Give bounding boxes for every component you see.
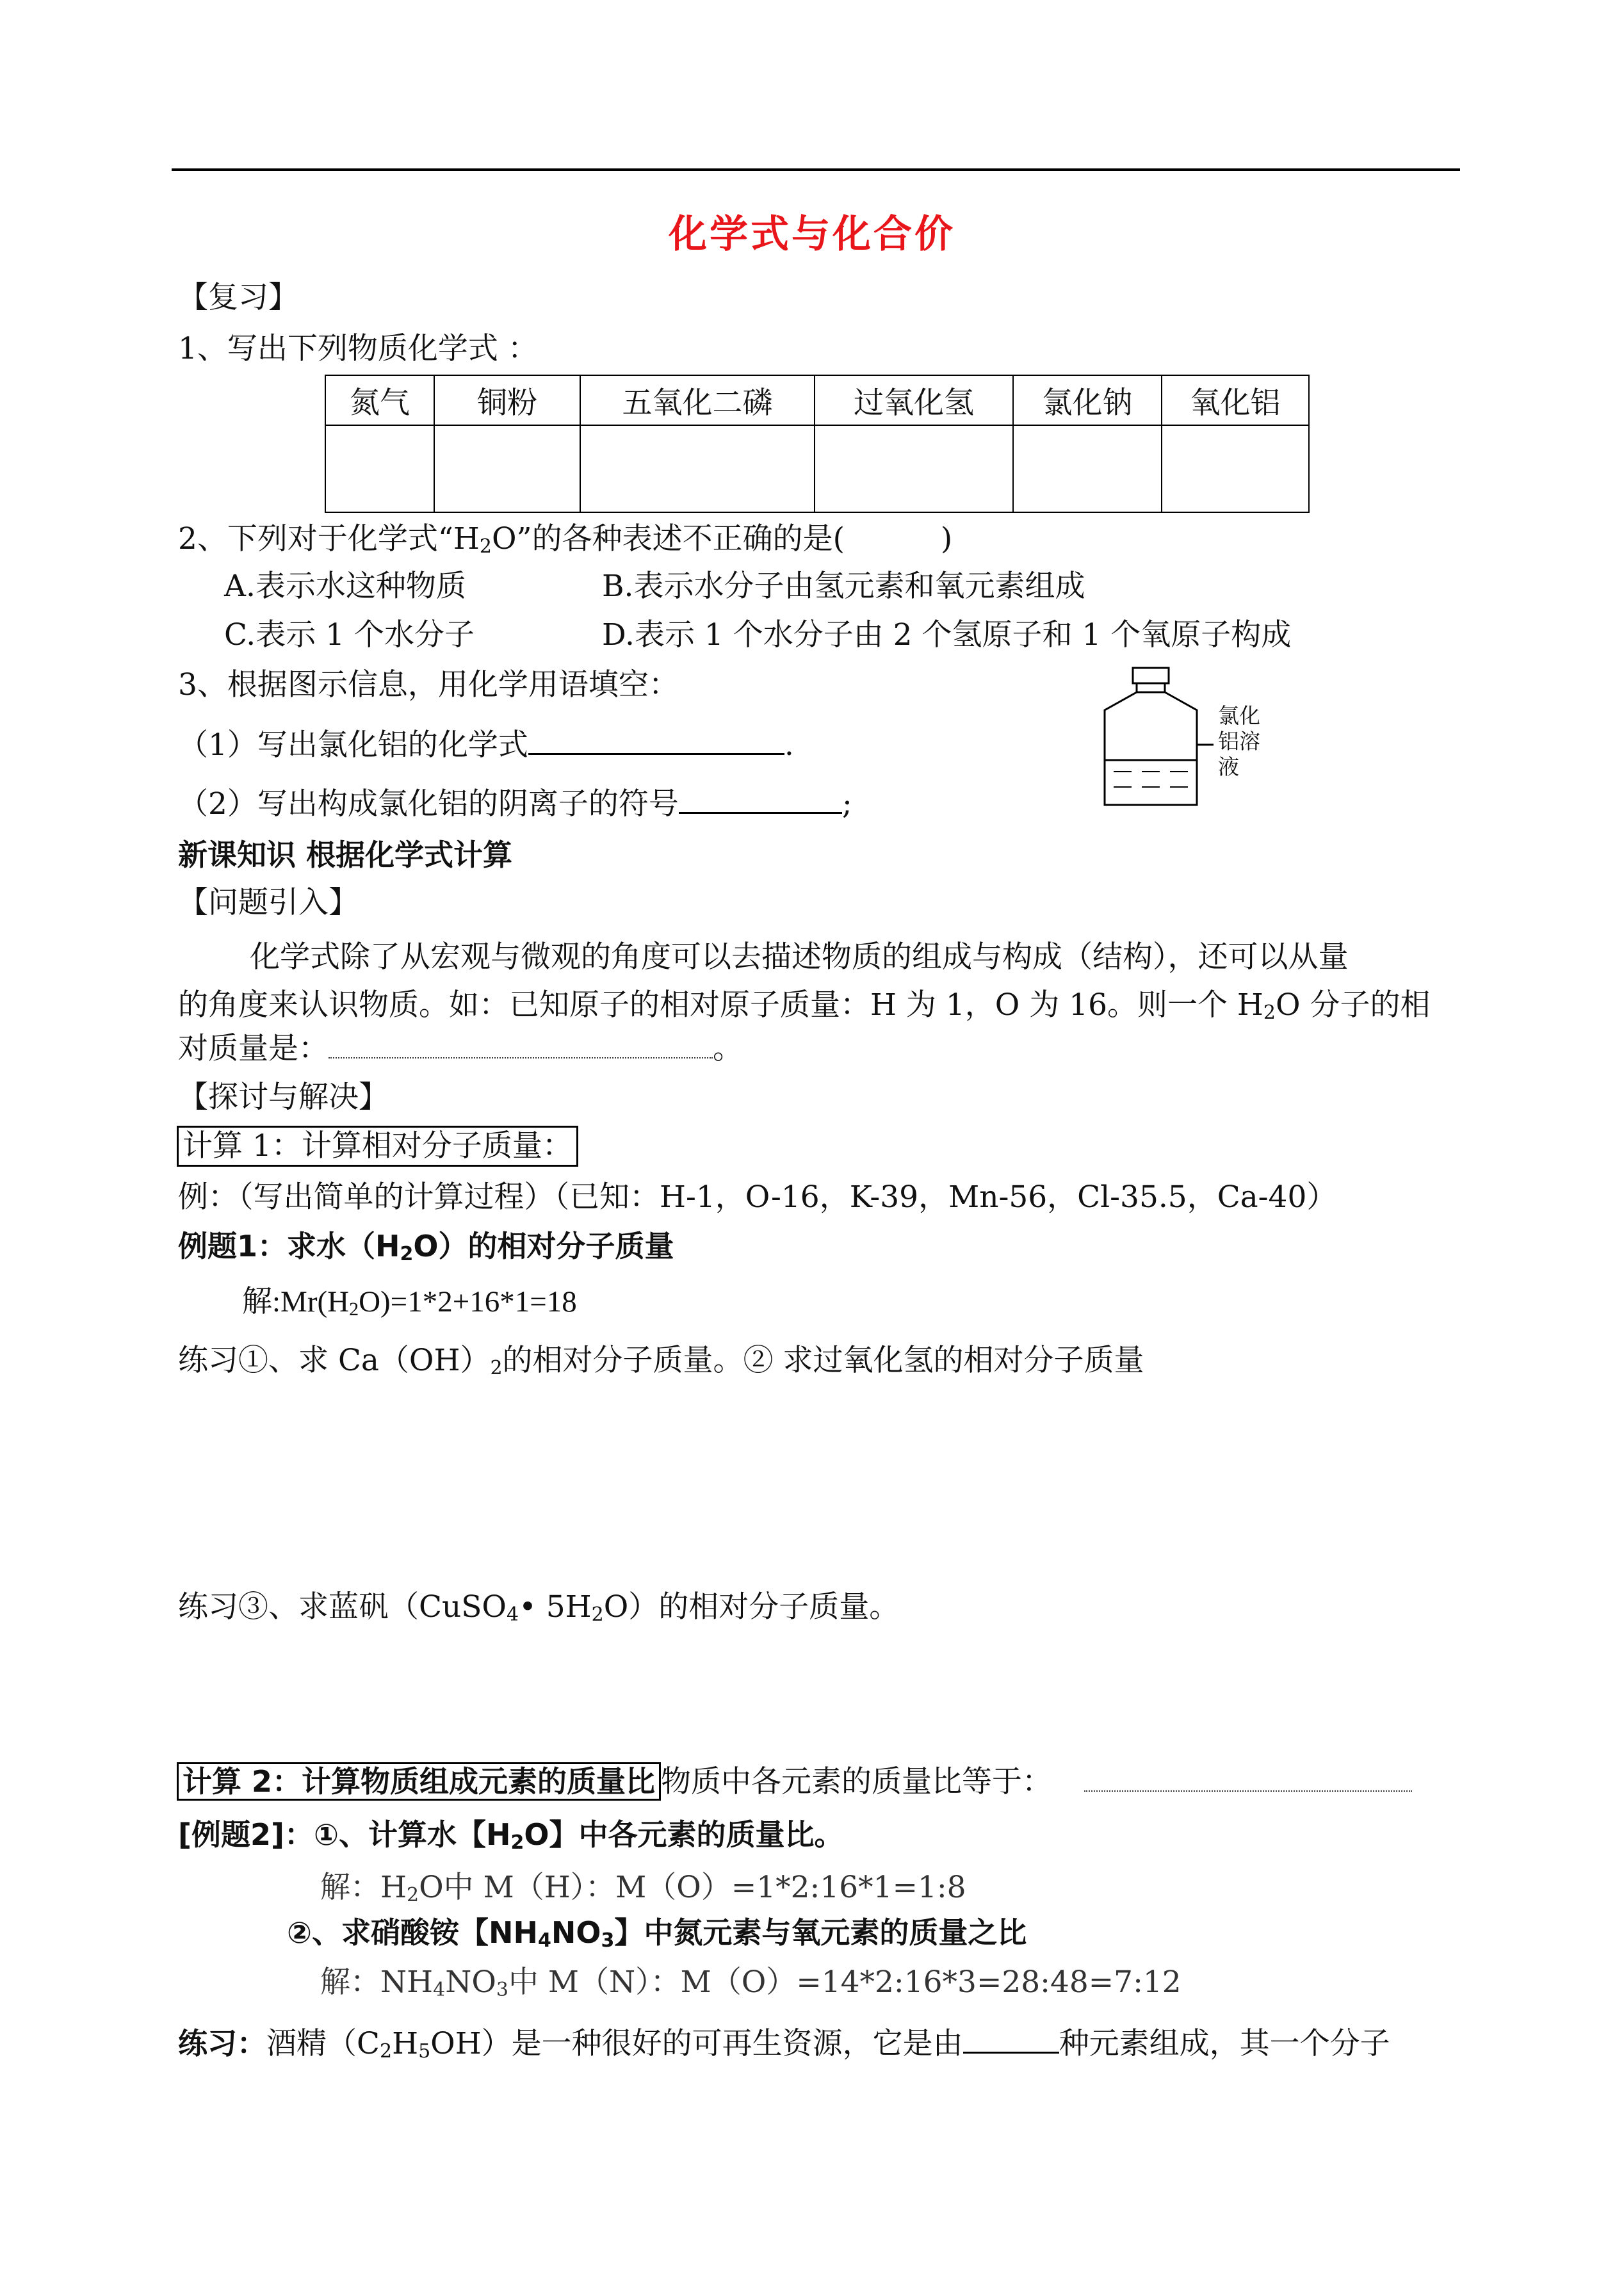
- example-1-solution: 解$:Mr(H_2O)=1*2+16*1=18$: [242, 1285, 577, 1320]
- review-header: 【复习】: [178, 280, 298, 315]
- page-title: 化学式与化合价: [669, 212, 955, 257]
- calc-1-example: 例：（写出简单的计算过程）（已知：H-1，O-16，K-39，Mn-56，Cl-35.5，Ca-40）: [178, 1180, 1337, 1215]
- intro-line-2: 的角度来认识物质。如：已知原子的相对原子质量：H 为 1，O 为 16。则一个 $H_2O$ 分子的相: [178, 987, 1431, 1024]
- answer-cell[interactable]: [325, 425, 434, 512]
- explore-header: 【探讨与解决】: [178, 1080, 389, 1115]
- table-header-cell: 氮气: [325, 375, 434, 425]
- question-1: 1、写出下列物质化学式 ：: [178, 331, 538, 366]
- intro-header: 【问题引入】: [178, 885, 359, 920]
- header-rule: [172, 168, 1460, 171]
- example-2-title: [例题2]：①、计算水【$H_2O$】中各元素的质量比。: [178, 1817, 844, 1854]
- example-2b-solution: 解：$NH_4NO_3$中 M（N）：M（O）=14*2:16*3=28:48=7:12: [320, 1965, 1181, 2001]
- practice-alcohol: 练习：酒精$(C_2H_5OH)$是一种很好的可再生资源，它是由 种元素组成，其一个分子: [178, 2022, 1390, 2063]
- answer-blank[interactable]: [528, 724, 784, 755]
- question-2: 2、下列对于化学式“$H_2O$”的各种表述不正确的是( ): [178, 521, 953, 558]
- calc-2-line: 计算 2：计算物质组成元素的质量比 物质中各元素的质量比等于：: [177, 1762, 1412, 1801]
- table-header-cell: 五氧化二磷: [580, 375, 815, 425]
- table-header-row: [325, 375, 1309, 425]
- option-c[interactable]: C.表示 1 个水分子: [224, 617, 475, 653]
- answer-cell[interactable]: [580, 425, 815, 512]
- bottle-label: 氯化 铝溶 液: [1218, 703, 1260, 779]
- table-header-cell: 铜粉: [434, 375, 580, 425]
- table-answer-row: [325, 425, 1309, 512]
- example-2-solution: 解：$H_2O$中 M（H）：M（O）=1*2:16*1=1:8: [320, 1870, 966, 1906]
- option-a[interactable]: A.表示水这种物质: [224, 569, 466, 604]
- practice-3: 练习③、求蓝矾（CuSO$_4$• $5H_2O$）的相对分子质量。: [178, 1589, 900, 1626]
- table-header-cell: 氧化铝: [1162, 375, 1309, 425]
- answer-blank[interactable]: [1084, 1765, 1412, 1792]
- answer-blank[interactable]: [679, 783, 842, 814]
- section-heading: 新课知识 根据化学式计算: [178, 838, 513, 872]
- table-header-cell: 过氧化氢: [815, 375, 1013, 425]
- option-d[interactable]: D.表示 1 个水分子由 2 个氢原子和 1 个氧原子构成: [602, 617, 1292, 653]
- reagent-bottle-icon: [1092, 663, 1297, 816]
- answer-blank[interactable]: [963, 2022, 1059, 2054]
- answer-blank[interactable]: [329, 1032, 713, 1058]
- intro-line-1: 化学式除了从宏观与微观的角度可以去描述物质的组成与构成（结构），还可以从量: [250, 939, 1349, 975]
- question-3-2: （2）写出构成氯化铝的阴离子的符号 ;: [178, 783, 852, 823]
- question-3-1: （1）写出氯化铝的化学式 .: [178, 724, 794, 765]
- option-b[interactable]: B.表示水分子由氢元素和氧元素组成: [602, 569, 1085, 604]
- answer-cell[interactable]: [1162, 425, 1309, 512]
- answer-cell[interactable]: [1013, 425, 1162, 512]
- calc-1-box: 计算 1：计算相对分子质量：: [177, 1126, 578, 1167]
- table-header-cell: 氯化钠: [1013, 375, 1162, 425]
- answer-cell[interactable]: [434, 425, 580, 512]
- example-1-title: 例题1：求水$(H_2O)$的相对分子质量: [178, 1229, 674, 1265]
- question-3: 3、根据图示信息，用化学用语填空：: [178, 667, 679, 702]
- calc-2-box: 计算 2：计算物质组成元素的质量比: [177, 1762, 661, 1801]
- practice-1-2: 练习①、求 $Ca(OH)_2$的相对分子质量。② 求过氧化氢的相对分子质量: [178, 1343, 1144, 1379]
- example-2b-title: ②、求硝酸铵【$NH_4NO_3$】中氮元素与氧元素的质量之比: [287, 1915, 1027, 1952]
- formula-table: [325, 375, 1310, 513]
- answer-cell[interactable]: [815, 425, 1013, 512]
- intro-line-3: 对质量是： 。: [178, 1031, 743, 1066]
